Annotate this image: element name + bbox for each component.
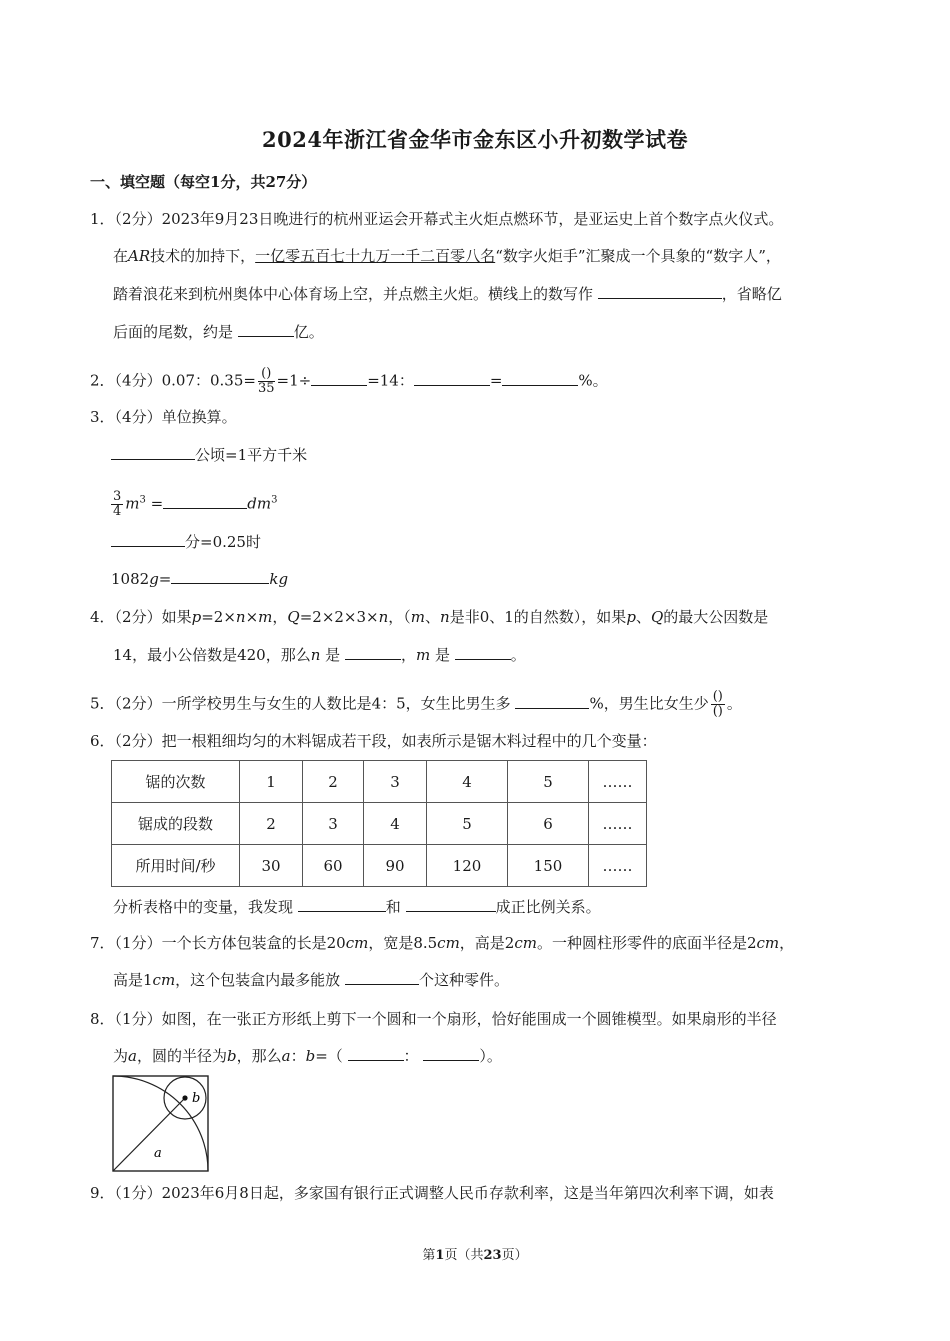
q7-blank[interactable] — [345, 970, 419, 985]
q6-heading: 6．（2分）把一根粗细均匀的木料锯成若干段，如表所示是锯木料过程中的几个变量： — [90, 732, 657, 750]
q8-line2: 为a，圆的半径为b，那么a：b=（ ： ）。 — [113, 1047, 502, 1065]
q2-blank-1[interactable] — [311, 371, 367, 386]
section-heading: 一、填空题（每空1分，共27分） — [90, 173, 317, 191]
q3-heading: 3．（4分）单位换算。 — [90, 408, 237, 426]
table-row-header: 所用时间/秒 — [112, 845, 240, 887]
q4-line1: 4．（2分）如果p=2×n×m，Q=2×2×3×n，（m、n是非0、1的自然数），如果p、Q的最大公因数是 — [90, 608, 769, 626]
table-cell: 4 — [364, 803, 427, 845]
q7-line2: 高是1cm，这个包装盒内最多能放 个这种零件。 — [113, 971, 509, 989]
q3-fraction: $\frac{3}{4}$ — [113, 489, 122, 519]
cone-net-figure — [112, 1075, 210, 1173]
table-cell: 3 — [364, 761, 427, 803]
q1-underlined-number: 一亿零五百七十九万一千二百零八名 — [255, 247, 496, 265]
table-cell: 150 — [508, 845, 589, 887]
table-cell: …… — [589, 761, 647, 803]
table-cell: 120 — [427, 845, 508, 887]
circle-center-dot — [182, 1095, 187, 1100]
q1-blank-1[interactable] — [598, 284, 722, 299]
table-cell: 4 — [427, 761, 508, 803]
table-cell: 60 — [303, 845, 364, 887]
q2-fraction: $\frac{()}{35}$ — [257, 366, 275, 396]
page-title: 2024年浙江省金华市金东区小升初数学试卷 — [262, 127, 688, 152]
sector-radius-line — [113, 1098, 185, 1171]
table-cell: 1 — [240, 761, 303, 803]
q2-blank-2[interactable] — [414, 371, 490, 386]
q3-blank-1[interactable] — [111, 445, 195, 460]
q4-blank-1[interactable] — [345, 645, 401, 660]
q3-blank-3[interactable] — [111, 532, 185, 547]
q8-blank-1[interactable] — [348, 1046, 404, 1061]
label-b: b — [192, 1091, 201, 1106]
variables-table — [111, 760, 647, 887]
table-row — [112, 803, 647, 845]
q3-blank-4[interactable] — [171, 569, 269, 584]
table-cell: 5 — [508, 761, 589, 803]
table-row — [112, 761, 647, 803]
table-cell: …… — [589, 845, 647, 887]
q5-fraction[interactable]: $\frac{()}{()}$ — [712, 689, 723, 719]
q1-line3: 踏着浪花来到杭州奥体中心体育场上空，并点燃主火炬。横线上的数写作 ，省略亿 — [113, 285, 782, 303]
q3-row3: 分=0.25时 — [111, 532, 261, 552]
table-cell: 2 — [240, 803, 303, 845]
q1-blank-2[interactable] — [238, 322, 294, 337]
table-cell: 30 — [240, 845, 303, 887]
table-cell: 6 — [508, 803, 589, 845]
q1-line1: 1．（2分）2023年9月23日晚进行的杭州亚运会开幕式主火炬点燃环节，是亚运史上首个数字点火仪式。 — [90, 210, 784, 228]
q5-blank-1[interactable] — [515, 694, 589, 709]
q3-blank-2[interactable] — [163, 494, 247, 509]
table-cell: 5 — [427, 803, 508, 845]
q2-blank-3[interactable] — [502, 371, 578, 386]
q3-row1: 公顷=1平方千米 — [111, 445, 307, 465]
q3-row2: $\frac{3}{4}$ $m^3 = dm^3$ — [113, 489, 278, 519]
table-row-header: 锯成的段数 — [112, 803, 240, 845]
table-cell: 2 — [303, 761, 364, 803]
q8-line1: 8．（1分）如图，在一张正方形纸上剪下一个圆和一个扇形，恰好能围成一个圆锥模型。如果扇形的半径 — [90, 1010, 777, 1028]
page-footer: 第1页（共23页） — [422, 1248, 528, 1263]
table-row-header: 锯的次数 — [112, 761, 240, 803]
q2-line: 2．（4分）0.07：0.35= $\frac{()}{35}$ =1÷ =14： = %。 — [90, 366, 608, 396]
q4-blank-2[interactable] — [455, 645, 511, 660]
q7-line1: 7．（1分）一个长方体包装盒的长是20cm，宽是8.5cm，高是2cm。一种圆柱形零件的底面半径是2cm， — [90, 934, 795, 952]
q1-line4: 后面的尾数，约是 亿。 — [113, 323, 324, 341]
q6-blank-2[interactable] — [406, 897, 496, 912]
q8-blank-2[interactable] — [423, 1046, 479, 1061]
table-cell: 3 — [303, 803, 364, 845]
table-cell: 90 — [364, 845, 427, 887]
q1-line2: 在AR技术的加持下，一亿零五百七十九万一千二百零八名“数字火炬手”汇聚成一个具象的“数字人”， — [113, 247, 781, 265]
q3-row4: 1082g= kg — [111, 570, 289, 588]
q5-line: 5．（2分）一所学校男生与女生的人数比是4：5，女生比男生多 %，男生比女生少 $\frac{()}{()}$ 。 — [90, 689, 742, 719]
q4-line2: 14，最小公倍数是420，那么n 是 ，m 是 。 — [113, 646, 526, 664]
table-row — [112, 845, 647, 887]
q6-tail: 分析表格中的变量，我发现 和 成正比例关系。 — [113, 898, 601, 916]
label-a: a — [154, 1146, 162, 1161]
table-cell: …… — [589, 803, 647, 845]
q6-blank-1[interactable] — [298, 897, 386, 912]
q9-line1: 9．（1分）2023年6月8日起，多家国有银行正式调整人民币存款利率，这是当年第四次利率下调，如表 — [90, 1184, 774, 1202]
